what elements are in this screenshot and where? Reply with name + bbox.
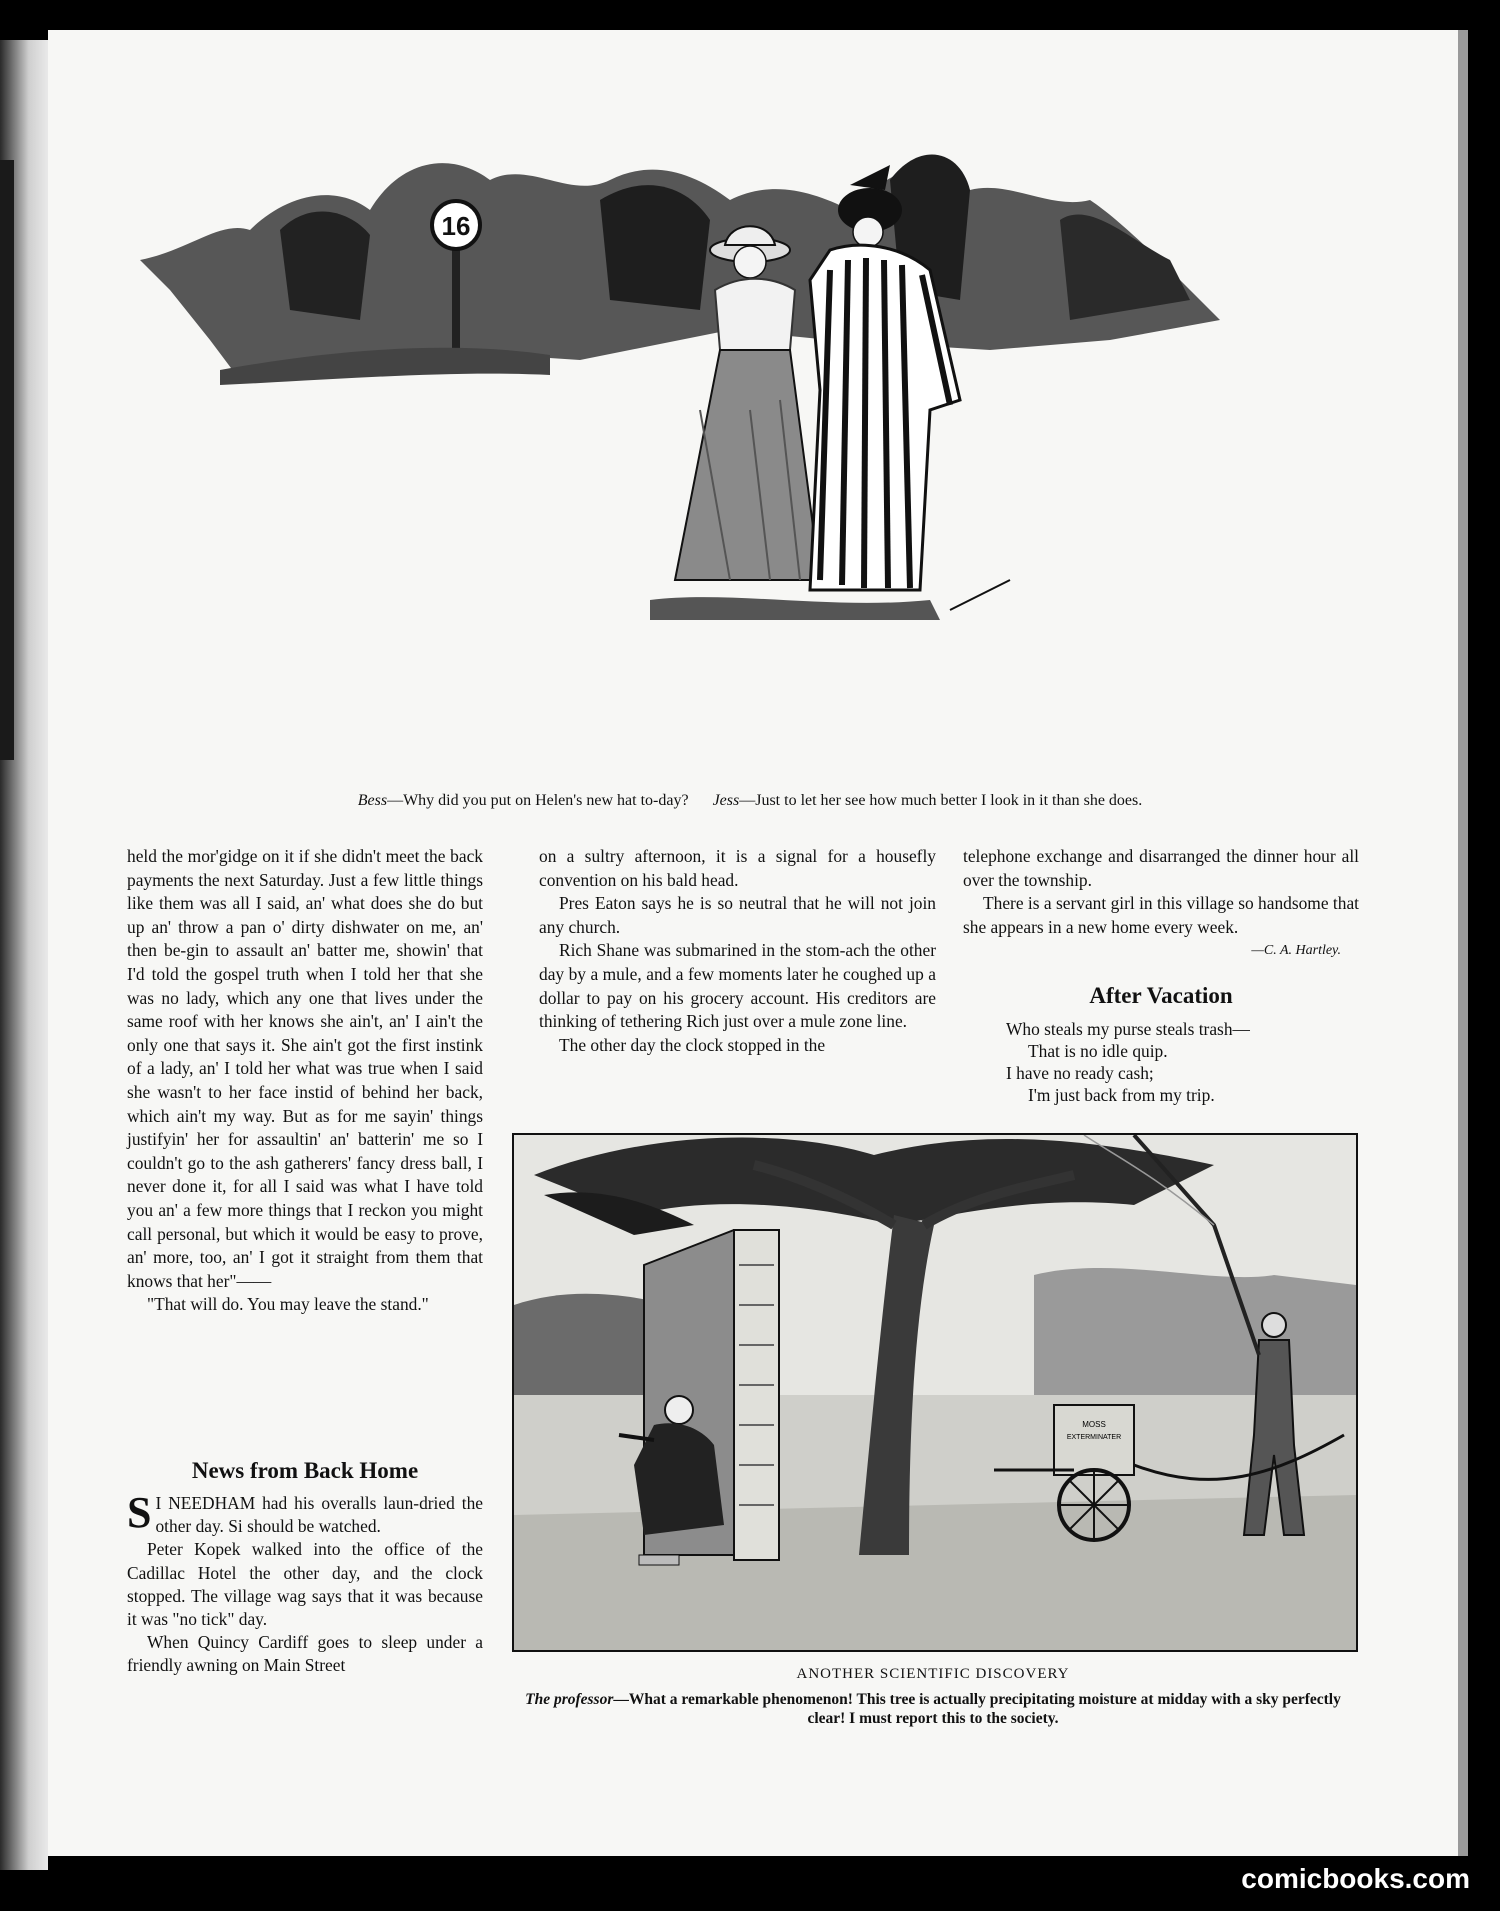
author-signature: —C. A. Hartley. — [1251, 943, 1341, 959]
poem-line: I'm just back from my trip. — [1028, 1085, 1215, 1105]
paragraph: on a sultry afternoon, it is a signal for a housefly convention on his bald head. — [539, 846, 936, 890]
paragraph: telephone exchange and disarranged the dinner hour all over the township. — [963, 846, 1359, 890]
poem-line: I have no ready cash; — [1006, 1063, 1154, 1083]
caption-line-bess: —Why did you put on Helen's new hat to-day? — [387, 792, 689, 809]
scientific-discovery-illustration — [512, 1133, 1358, 1652]
paragraph: The other day the clock stopped in the — [559, 1034, 826, 1055]
bottom-picture-title: ANOTHER SCIENTIFIC DISCOVERY — [796, 1666, 1070, 1682]
tank-label-line-1: MOSS — [1082, 1420, 1106, 1429]
poem-line: Who steals my purse steals trash— — [1006, 1019, 1250, 1039]
caption-speaker-professor: The professor — [525, 1691, 614, 1708]
paragraph: Pres Eaton says he is so neutral that he will not join any church. — [539, 893, 936, 937]
page-edge — [1458, 30, 1468, 1856]
caption-speaker-jess: Jess — [712, 792, 740, 809]
paragraph: Peter Kopek walked into the office of the Cadillac Hotel the other day, and the clock stopped. The village wag says that it was because it was "no tick" day. — [127, 1539, 483, 1630]
top-cartoon-illustration — [130, 140, 1360, 790]
caption-speaker-bess: Bess — [357, 792, 388, 809]
top-cartoon-caption — [180, 792, 1320, 810]
column-1-text — [127, 845, 483, 1317]
paragraph-text: There is a servant girl in this village so handsome that she appears in a new home every week. — [963, 893, 1359, 937]
column-3-text — [963, 845, 1359, 963]
poem-line: That is no idle quip. — [1028, 1041, 1168, 1061]
news-from-back-home-body — [127, 1488, 483, 1678]
paragraph: I NEEDHAM had his overalls laun-dried the other day. Si should be watched. — [155, 1493, 483, 1537]
paragraph: "That will do. You may leave the stand." — [147, 1294, 429, 1315]
paragraph: Rich Shane was submarined in the stom-ach the other day by a mule, and a few moments later he coughed up a dollar to pay on his grocery account. His creditors are thinking of tethering Rich just over a mule zone line. — [539, 940, 936, 1032]
column-2-text — [539, 845, 936, 1057]
caption-text: —What a remarkable phenomenon! This tree is actually precipitating moisture at midday with a sky perfectly clear! I must report this to the society. — [613, 1691, 1341, 1727]
bottom-picture-caption — [512, 1690, 1354, 1728]
drop-cap: S — [127, 1488, 152, 1537]
paragraph: held the mor'gidge on it if she didn't meet the back payments the next Saturday. Just a few little things like them was all I said, an' what does she do but up an' throw a pan o' dirty dishwater on me, an' then be-gin to assault an' batter me, showin' that I'd told the gospel truth when I told her that she was no lady, which any one that lives under the same roof with her knows she ain't, an' I ain't the only one that says it. She ain't got the first instink of a lady, an' I told her what was true when I said she wasn't to her face instid of behind her back, which ain't my way. But as for me sayin' things justifyin' her for assaultin' an' batterin' me so I couldn't go to the ash gatherers' fancy dress ball, I never done it, for all I said was what I have told you an' a few more things that I reckon you might call personal, but which it would be easy to prove, an' more, too, an' I got it straight from them that knows that her"—— — [127, 846, 483, 1291]
after-vacation-heading: After Vacation — [1089, 983, 1233, 1008]
paragraph — [963, 892, 1359, 959]
adjacent-page-edge — [0, 40, 48, 1870]
site-watermark: comicbooks.com — [1241, 1863, 1470, 1894]
tank-label-line-2: EXTERMINATER — [1066, 1434, 1122, 1441]
caption-line-jess: —Just to let her see how much better I look in it than she does. — [739, 792, 1143, 809]
paragraph: When Quincy Cardiff goes to sleep under a friendly awning on Main Street — [127, 1632, 483, 1676]
after-vacation-poem — [1006, 1018, 1250, 1106]
sign-number: 16 — [441, 211, 471, 241]
news-from-back-home-heading: News from Back Home — [191, 1458, 419, 1483]
